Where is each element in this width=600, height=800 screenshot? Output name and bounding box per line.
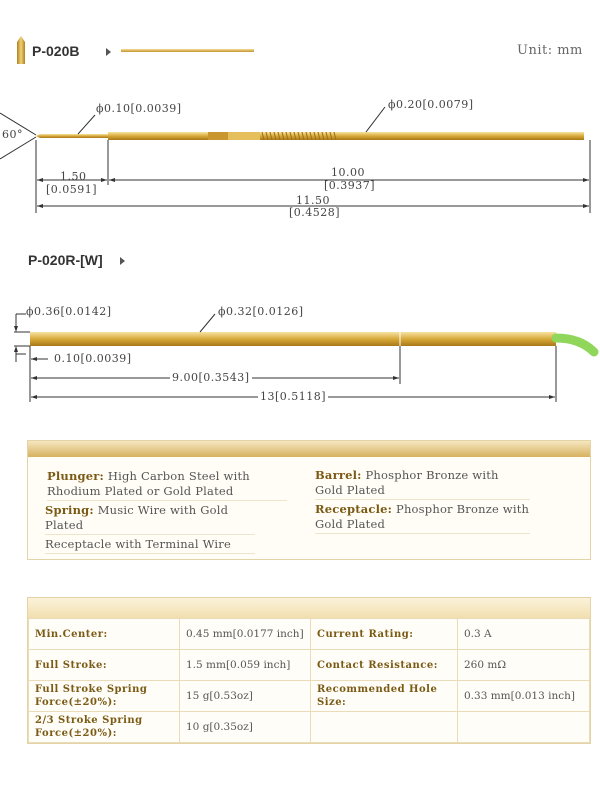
- table-row: [29, 650, 590, 681]
- plunger-tip: [36, 134, 108, 138]
- inner-diameter: ϕ0.32[0.0126]: [218, 305, 304, 318]
- body-length-inch: [0.3937]: [324, 179, 376, 192]
- spec-empty-cell: [458, 712, 590, 743]
- spec-label: Current Rating:: [311, 619, 458, 650]
- part1-thumbnail-pin: [121, 49, 254, 52]
- plunger-body: [108, 132, 584, 140]
- spec-value: 15 g[0.53oz]: [180, 681, 311, 712]
- receptacle-body-a: [30, 332, 400, 346]
- spec-value: 1.5 mm[0.059 inch]: [180, 650, 311, 681]
- spec-label: Recommended Hole Size:: [311, 681, 458, 712]
- spec-value: 0.3 A: [458, 619, 590, 650]
- receptacle-body-b: [400, 332, 556, 346]
- unit-label: Unit: mm: [517, 43, 583, 58]
- table-row: [29, 712, 590, 743]
- spec-value: 10 g[0.35oz]: [180, 712, 311, 743]
- receptacle-label: Receptacle:: [315, 502, 393, 516]
- spring-text: Music Wire with Gold Plated: [45, 503, 229, 532]
- material-receptacle: [315, 502, 530, 534]
- terminal-wire: [556, 338, 594, 352]
- wall-thickness: 0.10[0.0039]: [54, 352, 132, 365]
- total-length-inch: [0.4528]: [289, 206, 341, 219]
- materials-panel: [27, 440, 591, 560]
- table-row: [29, 681, 590, 712]
- spec-value: 0.45 mm[0.0177 inch]: [180, 619, 311, 650]
- material-spring: [45, 503, 255, 535]
- spec-label: 2/3 Stroke Spring Force(±20%):: [29, 712, 180, 743]
- spec-header-band: [28, 598, 590, 618]
- part1-title: P-020B: [32, 43, 80, 59]
- tip-length-inch: [0.0591]: [46, 183, 98, 196]
- barrel-label: Barrel:: [315, 468, 362, 482]
- spec-label: Contact Resistance:: [311, 650, 458, 681]
- plunger-text: High Carbon Steel with Rhodium Plated or Gold Plated: [47, 469, 250, 498]
- body-leader: [366, 107, 385, 132]
- total-length-mm: 11.50: [296, 194, 330, 207]
- spec-value: 260 mΩ: [458, 650, 590, 681]
- tip-diameter: ϕ0.10[0.0039]: [96, 102, 182, 115]
- spec-table: [27, 597, 591, 744]
- spec-label: Min.Center:: [29, 619, 180, 650]
- material-receptacle-wire: Receptacle with Terminal Wire: [45, 537, 255, 554]
- material-barrel: [315, 468, 530, 500]
- length-total: 13[0.5118]: [260, 390, 327, 403]
- receptacle-text: Phosphor Bronze with Gold Plated: [315, 502, 530, 531]
- tip-leader: [78, 115, 95, 134]
- body-length-mm: 10.00: [331, 166, 365, 179]
- spec-empty-cell: [311, 712, 458, 743]
- spec-value: 0.33 mm[0.013 inch]: [458, 681, 590, 712]
- tip-angle: 60°: [2, 128, 23, 141]
- part1-header-icon: [16, 36, 26, 64]
- outer-diameter: ϕ0.36[0.0142]: [26, 305, 112, 318]
- part1-expand-arrow-icon[interactable]: [106, 48, 111, 56]
- body-diameter: ϕ0.20[0.0079]: [388, 98, 474, 111]
- part2-title: P-020R-[W]: [28, 252, 103, 268]
- part2-expand-arrow-icon[interactable]: [120, 257, 125, 265]
- plunger-label: Plunger:: [47, 469, 104, 483]
- materials-header-bar: [28, 441, 590, 457]
- spring-label: Spring:: [45, 503, 94, 517]
- tip-length-mm: 1.50: [60, 170, 87, 183]
- table-row: [29, 619, 590, 650]
- spec-label: Full Stroke Spring Force(±20%):: [29, 681, 180, 712]
- material-plunger: [47, 469, 287, 501]
- length-a: 9.00[0.3543]: [172, 371, 250, 384]
- barrel-text: Phosphor Bronze with Gold Plated: [315, 468, 499, 497]
- spec-label: Full Stroke:: [29, 650, 180, 681]
